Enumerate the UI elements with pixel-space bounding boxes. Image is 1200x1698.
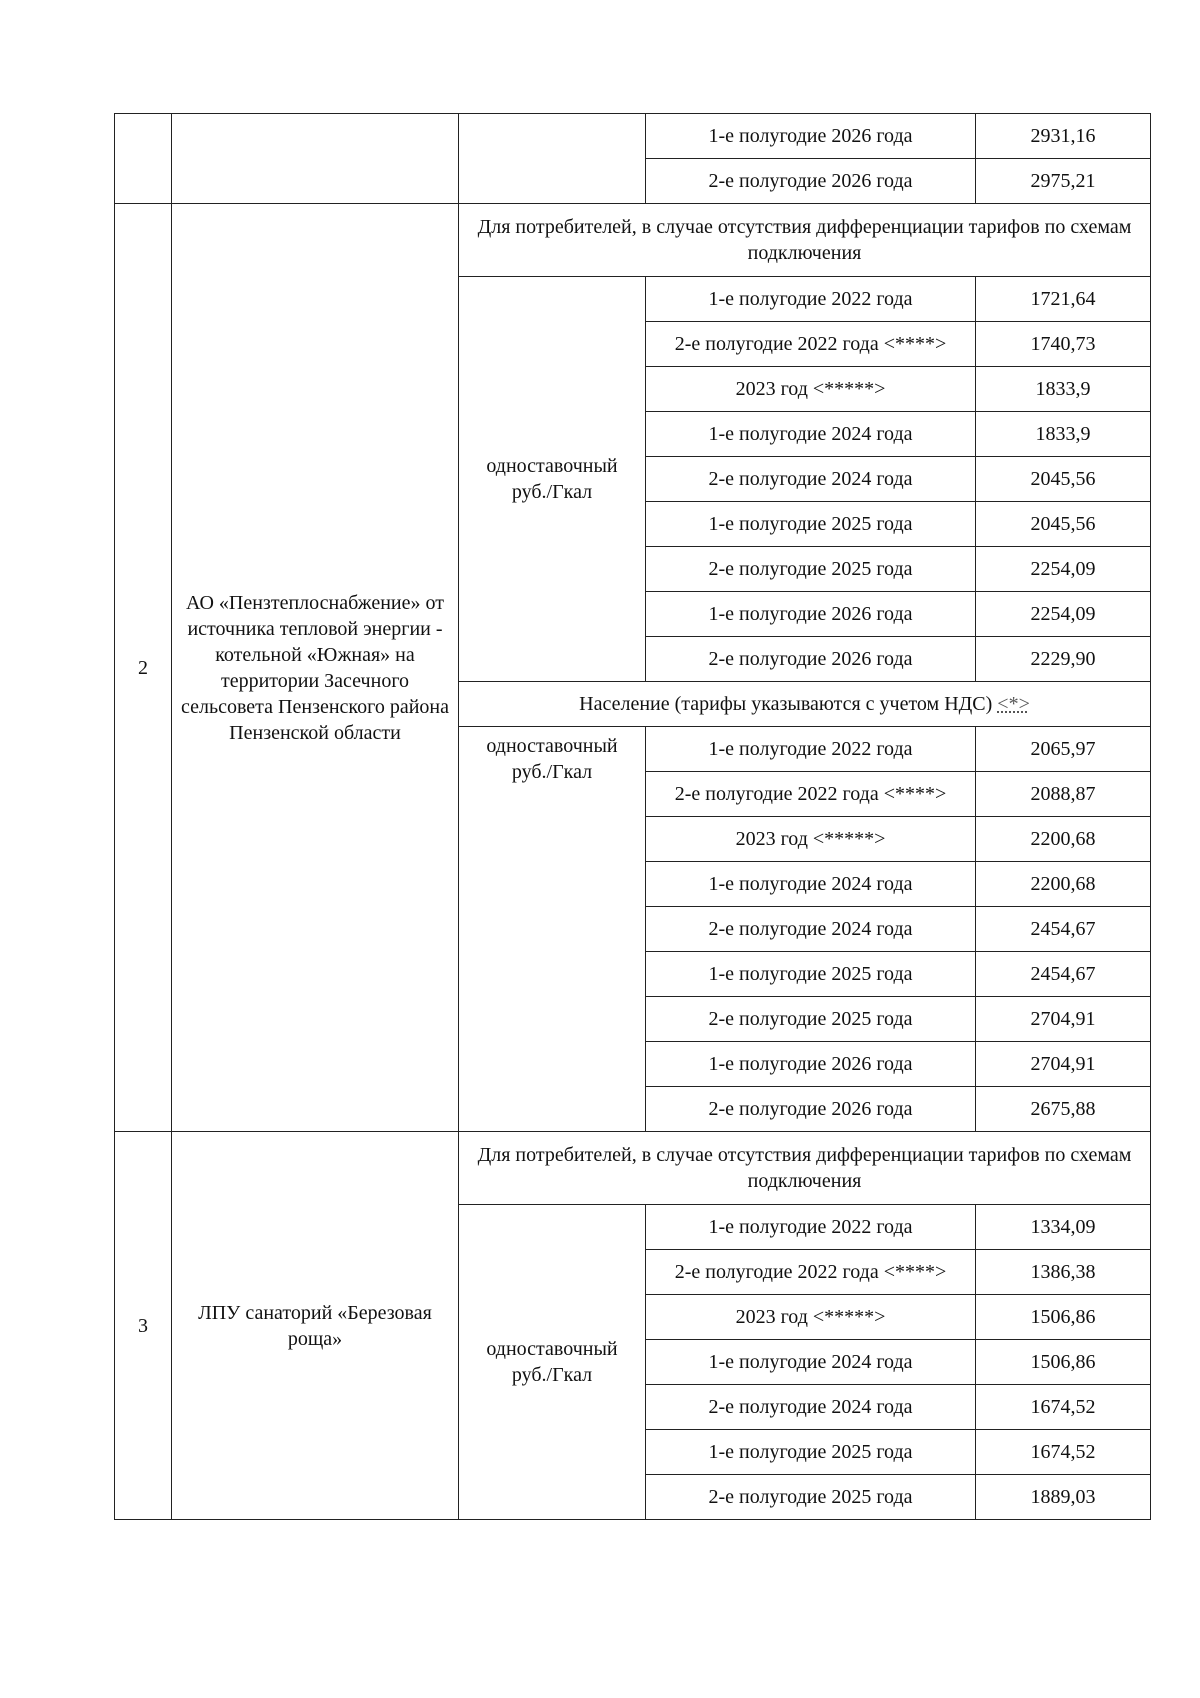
- value-cell: 1674,52: [976, 1430, 1151, 1475]
- value-cell: 1833,9: [976, 412, 1151, 457]
- period-cell: 1-е полугодие 2025 года: [646, 952, 976, 997]
- period-cell: 1-е полугодие 2024 года: [646, 1340, 976, 1385]
- period-cell: 1-е полугодие 2022 года: [646, 1205, 976, 1250]
- tariff-type-cell: одноставочный руб./Гкал: [459, 277, 646, 682]
- period-cell: 2-е полугодие 2022 года <****>: [646, 322, 976, 367]
- period-cell: 2-е полугодие 2024 года: [646, 1385, 976, 1430]
- value-cell: 2454,67: [976, 907, 1151, 952]
- period-cell: 2-е полугодие 2022 года <****>: [646, 1250, 976, 1295]
- footnote-link[interactable]: <*>: [997, 693, 1030, 715]
- period-cell: 2023 год <*****>: [646, 1295, 976, 1340]
- period-cell: 2-е полугодие 2026 года: [646, 637, 976, 682]
- period-cell: 2-е полугодие 2022 года <****>: [646, 772, 976, 817]
- period-cell: 2023 год <*****>: [646, 817, 976, 862]
- value-cell: 1506,86: [976, 1340, 1151, 1385]
- value-cell: 2045,56: [976, 502, 1151, 547]
- value-cell: 2931,16: [976, 114, 1151, 159]
- value-cell: 2704,91: [976, 997, 1151, 1042]
- value-cell: 2200,68: [976, 862, 1151, 907]
- value-cell: 2704,91: [976, 1042, 1151, 1087]
- table-row: [115, 1132, 1151, 1205]
- value-cell: 1334,09: [976, 1205, 1151, 1250]
- section-header: Для потребителей, в случае отсутствия дифференциации тарифов по схемам подключения: [459, 1132, 1151, 1205]
- period-cell: 2-е полугодие 2026 года: [646, 1087, 976, 1132]
- period-cell: 1-е полугодие 2026 года: [646, 592, 976, 637]
- section-header: Для потребителей, в случае отсутствия дифференциации тарифов по схемам подключения: [459, 204, 1151, 277]
- period-cell: 1-е полугодие 2026 года: [646, 114, 976, 159]
- value-cell: 2254,09: [976, 592, 1151, 637]
- organization-cell: [172, 114, 459, 204]
- value-cell: 2675,88: [976, 1087, 1151, 1132]
- value-cell: 1506,86: [976, 1295, 1151, 1340]
- table-row: [115, 204, 1151, 277]
- value-cell: 1740,73: [976, 322, 1151, 367]
- period-cell: 1-е полугодие 2025 года: [646, 502, 976, 547]
- period-cell: 2-е полугодие 2024 года: [646, 907, 976, 952]
- value-cell: 2088,87: [976, 772, 1151, 817]
- value-cell: 1889,03: [976, 1475, 1151, 1520]
- organization-cell: ЛПУ санаторий «Березовая роща»: [172, 1132, 459, 1520]
- tariff-type-cell: одноставочный руб./Гкал: [459, 727, 646, 1132]
- section-header-text: Население (тарифы указываются с учетом НДС): [579, 693, 993, 715]
- value-cell: 2045,56: [976, 457, 1151, 502]
- period-cell: 2-е полугодие 2025 года: [646, 997, 976, 1042]
- period-cell: 1-е полугодие 2022 года: [646, 727, 976, 772]
- period-cell: 2-е полугодие 2025 года: [646, 547, 976, 592]
- number-cell: 3: [115, 1132, 172, 1520]
- period-cell: 2-е полугодие 2026 года: [646, 159, 976, 204]
- period-cell: 1-е полугодие 2025 года: [646, 1430, 976, 1475]
- value-cell: 2254,09: [976, 547, 1151, 592]
- tariff-type-cell: одноставочный руб./Гкал: [459, 1205, 646, 1520]
- tariff-type-cell: [459, 114, 646, 204]
- table-row: [115, 114, 1151, 159]
- period-cell: 1-е полугодие 2022 года: [646, 277, 976, 322]
- number-cell: 2: [115, 204, 172, 1132]
- value-cell: 2975,21: [976, 159, 1151, 204]
- value-cell: 2065,97: [976, 727, 1151, 772]
- value-cell: 1386,38: [976, 1250, 1151, 1295]
- period-cell: 2-е полугодие 2024 года: [646, 457, 976, 502]
- value-cell: 2454,67: [976, 952, 1151, 997]
- value-cell: 1674,52: [976, 1385, 1151, 1430]
- value-cell: 2229,90: [976, 637, 1151, 682]
- period-cell: 1-е полугодие 2024 года: [646, 412, 976, 457]
- period-cell: 1-е полугодие 2024 года: [646, 862, 976, 907]
- section-header: [459, 682, 1151, 727]
- period-cell: 1-е полугодие 2026 года: [646, 1042, 976, 1087]
- period-cell: 2-е полугодие 2025 года: [646, 1475, 976, 1520]
- value-cell: 1833,9: [976, 367, 1151, 412]
- organization-cell: АО «Пензтеплоснабжение» от источника тепловой энергии - котельной «Южная» на территории Засечного сельсовета Пензенского района Пензенской области: [172, 204, 459, 1132]
- number-cell: [115, 114, 172, 204]
- value-cell: 1721,64: [976, 277, 1151, 322]
- period-cell: 2023 год <*****>: [646, 367, 976, 412]
- value-cell: 2200,68: [976, 817, 1151, 862]
- tariff-table: [114, 113, 1151, 1520]
